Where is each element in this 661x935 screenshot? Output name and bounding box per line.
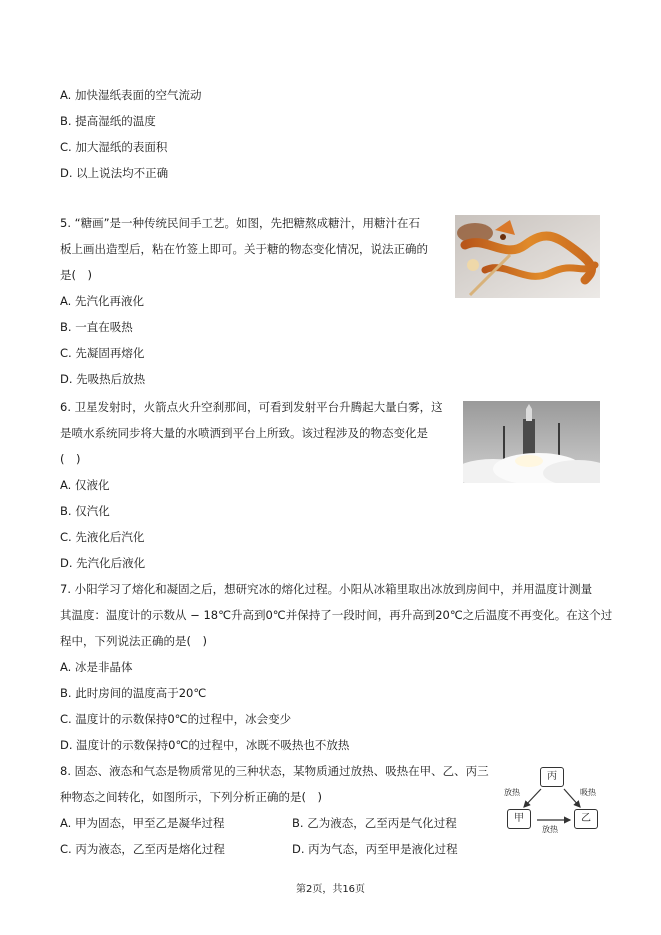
q5-stem-line-2: 板上画出造型后，粘在竹签上即可。关于糖的物态变化情况，说法正确的: [60, 242, 428, 256]
q6-option-b: B. 仅汽化: [60, 504, 110, 518]
arrow-top-to-right: [564, 789, 580, 807]
q4-option-b: B. 提高湿纸的温度: [60, 114, 156, 128]
q6-option-d: D. 先汽化后液化: [60, 556, 146, 570]
q7-stem-line-3: 程中，下列说法正确的是( ): [60, 634, 207, 648]
q5-option-b: B. 一直在吸热: [60, 320, 133, 334]
q6-stem-line-3: ( ): [60, 452, 81, 466]
page-footer: 第2页，共16页: [295, 884, 366, 895]
label-left: 放热: [504, 788, 520, 797]
q8-option-d: D. 丙为气态，丙至甲是液化过程: [292, 842, 458, 856]
label-right: 吸热: [580, 788, 596, 797]
q4-option-a: A. 加快湿纸表面的空气流动: [60, 88, 202, 102]
state-transition-diagram: [500, 765, 605, 835]
q4-option-c: C. 加大湿纸的表面积: [60, 140, 168, 154]
q4-option-d: D. 以上说法均不正确: [60, 166, 169, 180]
q6-stem-line-1: 6. 卫星发射时，火箭点火升空刹那间，可看到发射平台升腾起大量白雾，这: [60, 400, 443, 414]
q5-option-a: A. 先汽化再液化: [60, 294, 144, 308]
node-left: 甲: [507, 809, 531, 829]
arrow-top-to-left: [524, 789, 541, 807]
q7-stem-line-1: 7. 小阳学习了熔化和凝固之后，想研究冰的熔化过程。小阳从冰箱里取出冰放到房间中，并用温度计测量: [60, 582, 593, 596]
q7-stem-line-2: 其温度：温度计的示数从 − 18℃升高到0℃并保持了一段时间，再升高到20℃之后温度不再变化。在这个过: [60, 608, 613, 622]
q7-option-c: C. 温度计的示数保持0℃的过程中，冰会变少: [60, 712, 292, 726]
q5-stem-line-3: 是( ): [60, 268, 92, 282]
node-top: 丙: [540, 767, 564, 787]
sugar-painting-photo: [455, 215, 600, 298]
label-bottom: 放热: [542, 825, 558, 834]
q5-stem-line-1: 5. “糖画”是一种传统民间手工艺。如图，先把糖熬成糖汁，用糖汁在石: [60, 216, 421, 230]
q8-stem-line-1: 8. 固态、液态和气态是物质常见的三种状态，某物质通过放热、吸热在甲、乙、丙三: [60, 764, 489, 778]
q6-option-a: A. 仅液化: [60, 478, 110, 492]
q8-option-c: C. 丙为液态，乙至丙是熔化过程: [60, 842, 225, 856]
q7-option-b: B. 此时房间的温度高于20℃: [60, 686, 207, 700]
q7-option-a: A. 冰是非晶体: [60, 660, 133, 674]
rocket-launch-photo: [463, 401, 600, 483]
q6-stem-line-2: 是喷水系统同步将大量的水喷洒到平台上所致。该过程涉及的物态变化是: [60, 426, 428, 440]
q8-option-b: B. 乙为液态，乙至丙是气化过程: [292, 816, 457, 830]
q6-option-c: C. 先液化后汽化: [60, 530, 145, 544]
q8-option-a: A. 甲为固态，甲至乙是凝华过程: [60, 816, 225, 830]
q5-option-c: C. 先凝固再熔化: [60, 346, 145, 360]
q5-option-d: D. 先吸热后放热: [60, 372, 146, 386]
node-right: 乙: [574, 809, 598, 829]
q7-option-d: D. 温度计的示数保持0℃的过程中，冰既不吸热也不放热: [60, 738, 350, 752]
q8-stem-line-2: 种物态之间转化，如图所示，下列分析正确的是( ): [60, 790, 322, 804]
